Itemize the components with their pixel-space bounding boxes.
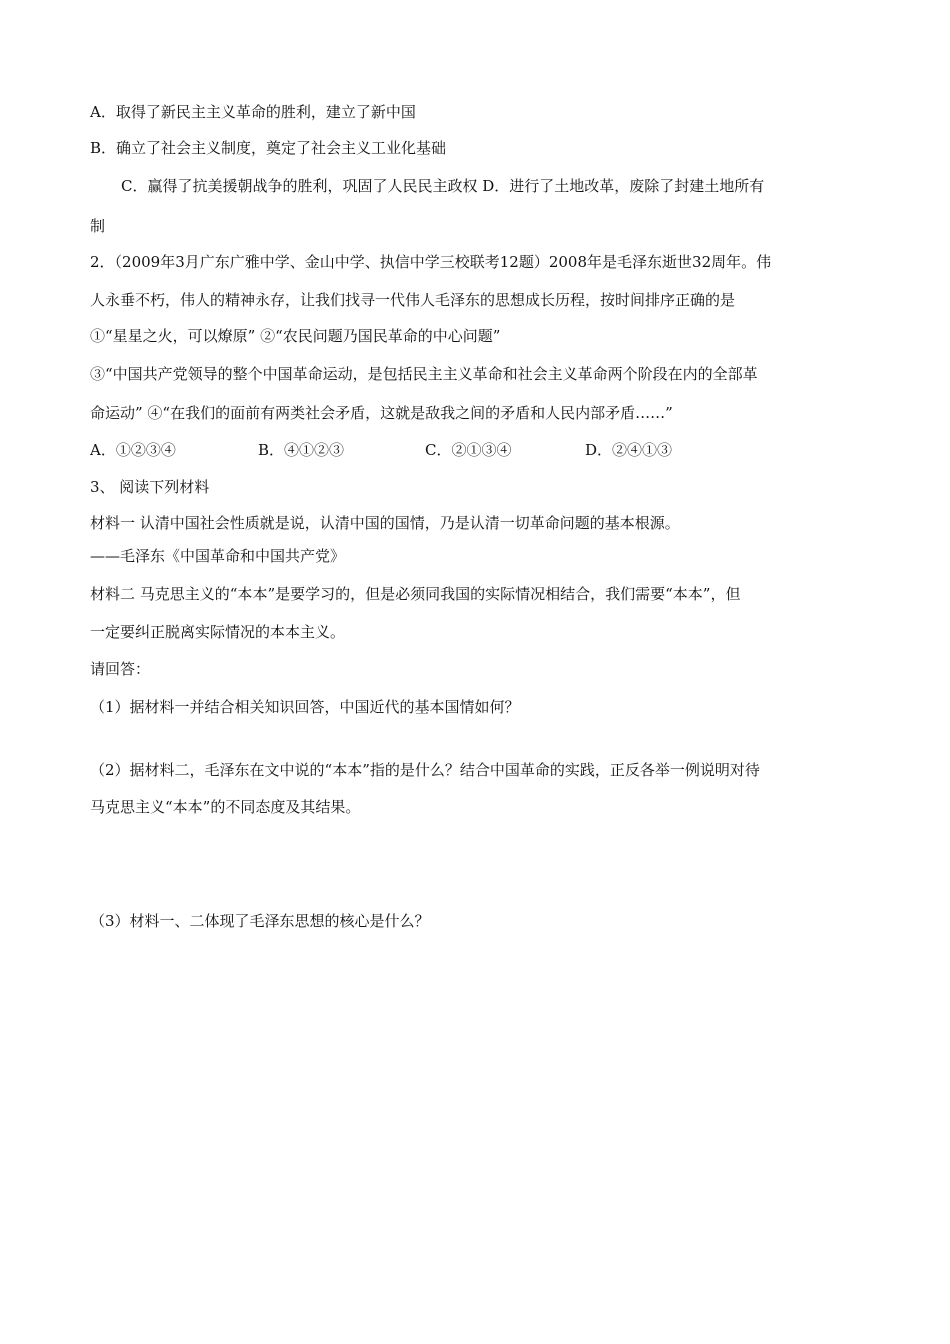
q3-heading: 3、 阅读下列材料	[90, 478, 210, 496]
q2-option-b: B．④①②③	[258, 441, 345, 459]
q2-option-d: D．②④①③	[585, 441, 673, 459]
q3-material2-line2: 一定要纠正脱离实际情况的本本主义。	[90, 623, 346, 641]
q3-material2-line1: 材料二 马克思主义的“本本”是要学习的，但是必须同我国的实际情况相结合，我们需要“本本”，但	[90, 585, 741, 603]
q1-option-b: B．确立了社会主义制度，奠定了社会主义工业化基础	[90, 139, 447, 157]
q3-sub2-line1: （2）据材料二，毛泽东在文中说的“本本”指的是什么？结合中国革命的实践，正反各举一例说明对待	[90, 761, 760, 779]
q2-item-line1: ①“星星之火，可以燎原” ②“农民问题乃国民革命的中心问题”	[90, 327, 501, 345]
q2-item-line3: 命运动” ④“在我们的面前有两类社会矛盾，这就是敌我之间的矛盾和人民内部矛盾……”	[90, 404, 673, 422]
q3-sub2-line2: 马克思主义“本本”的不同态度及其结果。	[90, 798, 361, 816]
q1-option-cd-line1: C．赢得了抗美援朝战争的胜利，巩固了人民民主政权 D．进行了土地改革，废除了封建土地所有	[121, 177, 765, 195]
q2-stem-line2: 人永垂不朽，伟人的精神永存，让我们找寻一代伟人毛泽东的思想成长历程，按时间排序正确的是	[90, 291, 736, 309]
q2-option-c: C．②①③④	[425, 441, 512, 459]
q2-stem-line1: 2．（2009年3月广东广雅中学、金山中学、执信中学三校联考12题）2008年是毛泽东逝世32周年。伟	[90, 253, 772, 271]
q1-option-a: A．取得了新民主主义革命的胜利，建立了新中国	[90, 103, 416, 121]
q3-material1-source: ——毛泽东《中国革命和中国共产党》	[90, 547, 346, 565]
q2-option-a: A．①②③④	[90, 441, 176, 459]
q3-prompt: 请回答：	[90, 660, 151, 678]
q3-material1: 材料一 认清中国社会性质就是说，认清中国的国情，乃是认清一切革命问题的基本根源。	[90, 514, 680, 532]
q3-sub1: （1）据材料一并结合相关知识回答，中国近代的基本国情如何？	[90, 698, 520, 716]
q1-option-cd-line2: 制	[90, 217, 106, 235]
q3-sub3: （3）材料一、二体现了毛泽东思想的核心是什么？	[90, 912, 430, 930]
q2-item-line2: ③“中国共产党领导的整个中国革命运动，是包括民主主义革命和社会主义革命两个阶段在内的全部革	[90, 365, 758, 383]
